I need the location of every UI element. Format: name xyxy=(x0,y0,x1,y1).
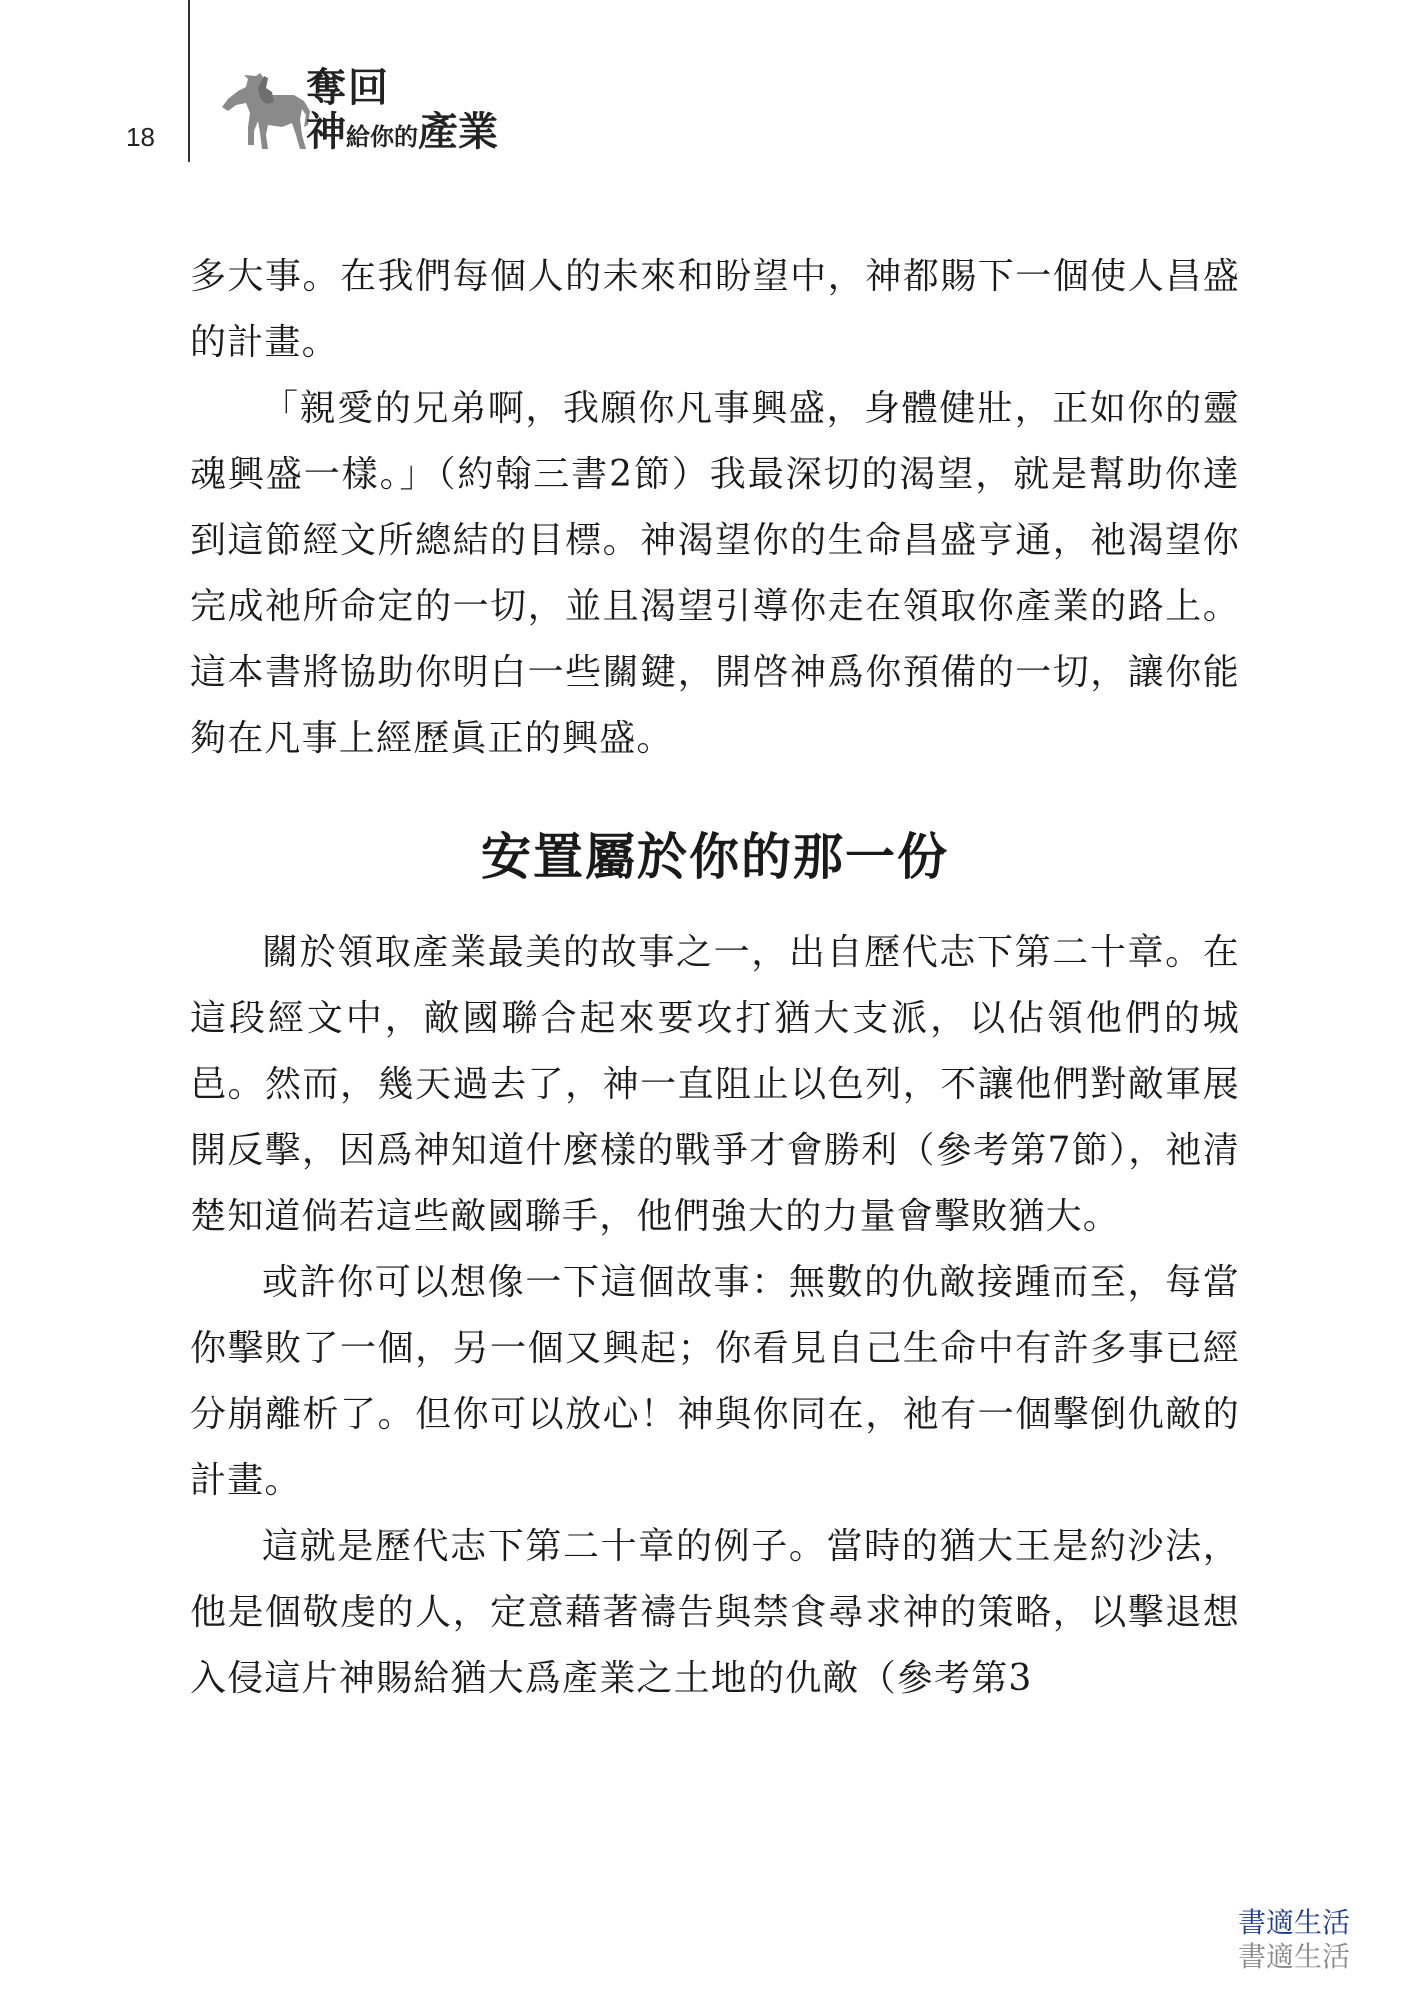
section-heading: 安置屬於你的那一份 xyxy=(481,828,949,886)
paragraph: 「親愛的兄弟啊，我願你凡事興盛，身體健壯，正如你的靈魂興盛一樣。」（約翰三書2節）我最深切的渴望，就是幫助你達到這節經文所總結的目標。神渴望你的生命昌盛亨通，祂渴望你完成祂所命定的一切，並且渴望引導你走在領取你產業的路上。這本書將協助你明白一些關鍵，開啓神爲你預備的一切，讓你能夠在凡事上經歷眞正的興盛。 xyxy=(190,388,1240,759)
page-number: 18 xyxy=(126,122,155,152)
book-title xyxy=(306,66,498,159)
paragraph: 關於領取產業最美的故事之一，出自歷代志下第二十章。在這段經文中，敵國聯合起來要攻打猶大支派，以佔領他們的城邑。然而，幾天過去了，神一直阻止以色列，不讓他們對敵軍展開反擊，因爲神知道什麼樣的戰爭才會勝利（參考第7節），祂清楚知道倘若這些敵國聯手，他們強大的力量會擊敗猶大。 xyxy=(190,932,1240,1237)
paragraph: 或許你可以想像一下這個故事：無數的仇敵接踵而至，每當你擊敗了一個，另一個又興起；你看見自己生命中有許多事已經分崩離析了。但你可以放心！神與你同在，祂有一個擊倒仇敵的計畫。 xyxy=(190,1262,1240,1501)
book-title-line2 xyxy=(306,110,498,159)
header-divider xyxy=(188,0,190,162)
body-text xyxy=(190,244,1240,1712)
book-title-line1: 奪回 xyxy=(306,64,390,111)
publisher-watermark xyxy=(1238,1906,1350,1974)
watermark-line1: 書適生活 xyxy=(1237,1906,1350,1939)
book-title-given-to-you: 給你的 xyxy=(346,122,418,151)
paragraph: 多大事。在我們每個人的未來和盼望中，神都賜下一個使人昌盛的計畫。 xyxy=(190,256,1240,363)
paragraph: 這就是歷代志下第二十章的例子。當時的猶大王是約沙法，他是個敬虔的人，定意藉著禱告與禁食尋求神的策略，以擊退想入侵這片神賜給猶大爲產業之土地的仇敵（參考第3 xyxy=(190,1526,1240,1699)
horse-rider-silhouette-icon xyxy=(218,72,318,168)
book-title-god: 神 xyxy=(306,108,346,155)
watermark-line2: 書適生活 xyxy=(1237,1940,1350,1973)
book-title-inheritance: 產業 xyxy=(418,108,498,155)
